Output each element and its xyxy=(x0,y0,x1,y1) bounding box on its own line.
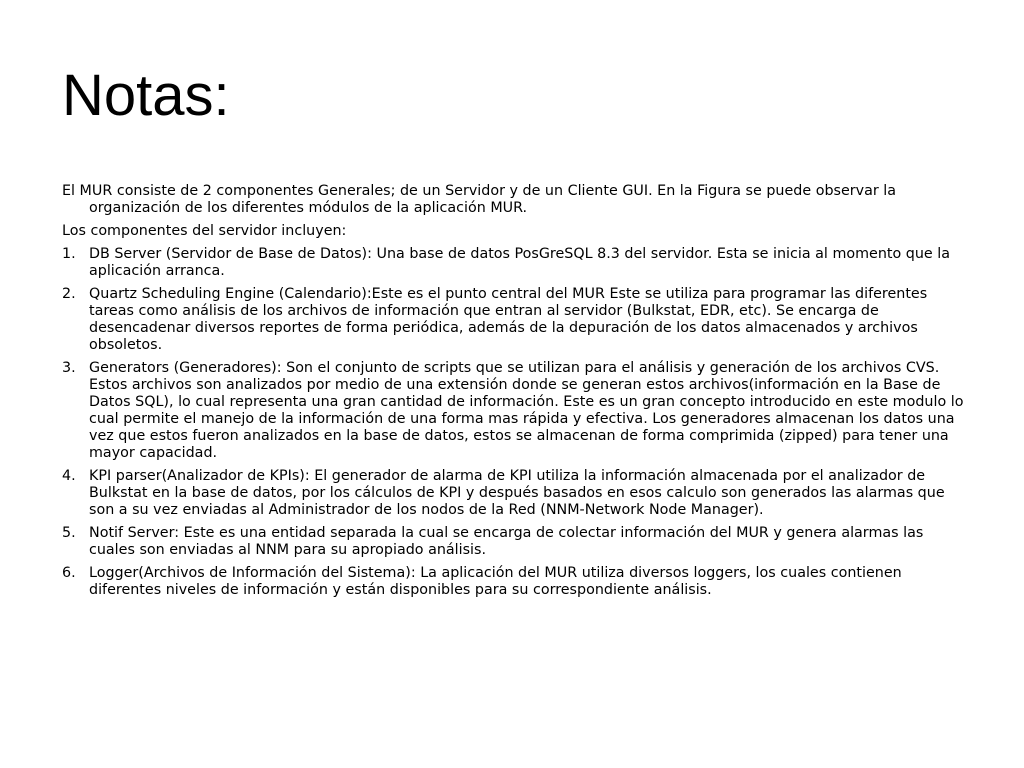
list-item-text: DB Server (Servidor de Base de Datos): Una base de datos PosGreSQL 8.3 del servidor. Esta se inicia al momento que la aplicación arranca. xyxy=(89,246,951,279)
list-item-number: 1. xyxy=(62,246,76,262)
list-item-text: Notif Server: Este es una entidad separada la cual se encarga de colectar información del MUR y genera alarmas las cuales son enviadas al NNM para su apropiado análisis. xyxy=(89,525,924,558)
slide-body xyxy=(62,183,970,605)
list-item-number: 4. xyxy=(62,468,76,484)
intro-paragraph: El MUR consiste de 2 componentes Generales; de un Servidor y de un Cliente GUI. En la Figura se puede observar la organización de los diferentes módulos de la aplicación MUR. xyxy=(62,183,897,216)
lead-in-paragraph: Los componentes del servidor incluyen: xyxy=(62,223,347,239)
list-item xyxy=(62,246,970,280)
list-item-number: 5. xyxy=(62,525,76,541)
list-item-number: 2. xyxy=(62,286,76,302)
list-item xyxy=(62,525,970,559)
list-item-number: 6. xyxy=(62,565,76,581)
list-item-number: 3. xyxy=(62,360,76,376)
list-item xyxy=(62,468,970,519)
list-item xyxy=(62,565,970,599)
list-item-text: Logger(Archivos de Información del Sistema): La aplicación del MUR utiliza diversos loggers, los cuales contienen diferentes niveles de información y están disponibles para su correspondiente análisis. xyxy=(89,565,902,598)
list-item-text: Quartz Scheduling Engine (Calendario):Este es el punto central del MUR Este se utiliza para programar las diferentes tareas como análisis de los archivos de información que entran al servidor (Bulkstat, EDR, etc). Se encarga de desencadenar diversos reportes de forma periódica, además de la depuración de los datos almacenados y archivos obsoletos. xyxy=(89,286,928,353)
components-list xyxy=(62,246,970,599)
list-item-text: Generators (Generadores): Son el conjunto de scripts que se utilizan para el análisis y generación de los archivos CVS. Estos archivos son analizados por medio de una extensión donde se generan estos archivos(información en la Base de Datos SQL), lo cual representa una gran cantidad de información. Este es un gran concepto introducido en este modulo lo cual permite el manejo de la información de una forma mas rápida y efectiva. Los generadores almacenan los datos una vez que estos fueron analizados en la base de datos, estos se almacenan de forma comprimida (zipped) para tener una mayor capacidad. xyxy=(89,360,964,461)
list-item xyxy=(62,286,970,354)
list-item-text: KPI parser(Analizador de KPIs): El generador de alarma de KPI utiliza la información almacenada por el analizador de Bulkstat en la base de datos, por los cálculos de KPI y después basados en esos calculo son generados las alarmas que son a su vez enviadas al Administrador de los nodos de la Red (NNM-Network Node Manager). xyxy=(89,468,945,518)
list-item xyxy=(62,360,970,462)
slide-title: Notas: xyxy=(62,63,230,128)
